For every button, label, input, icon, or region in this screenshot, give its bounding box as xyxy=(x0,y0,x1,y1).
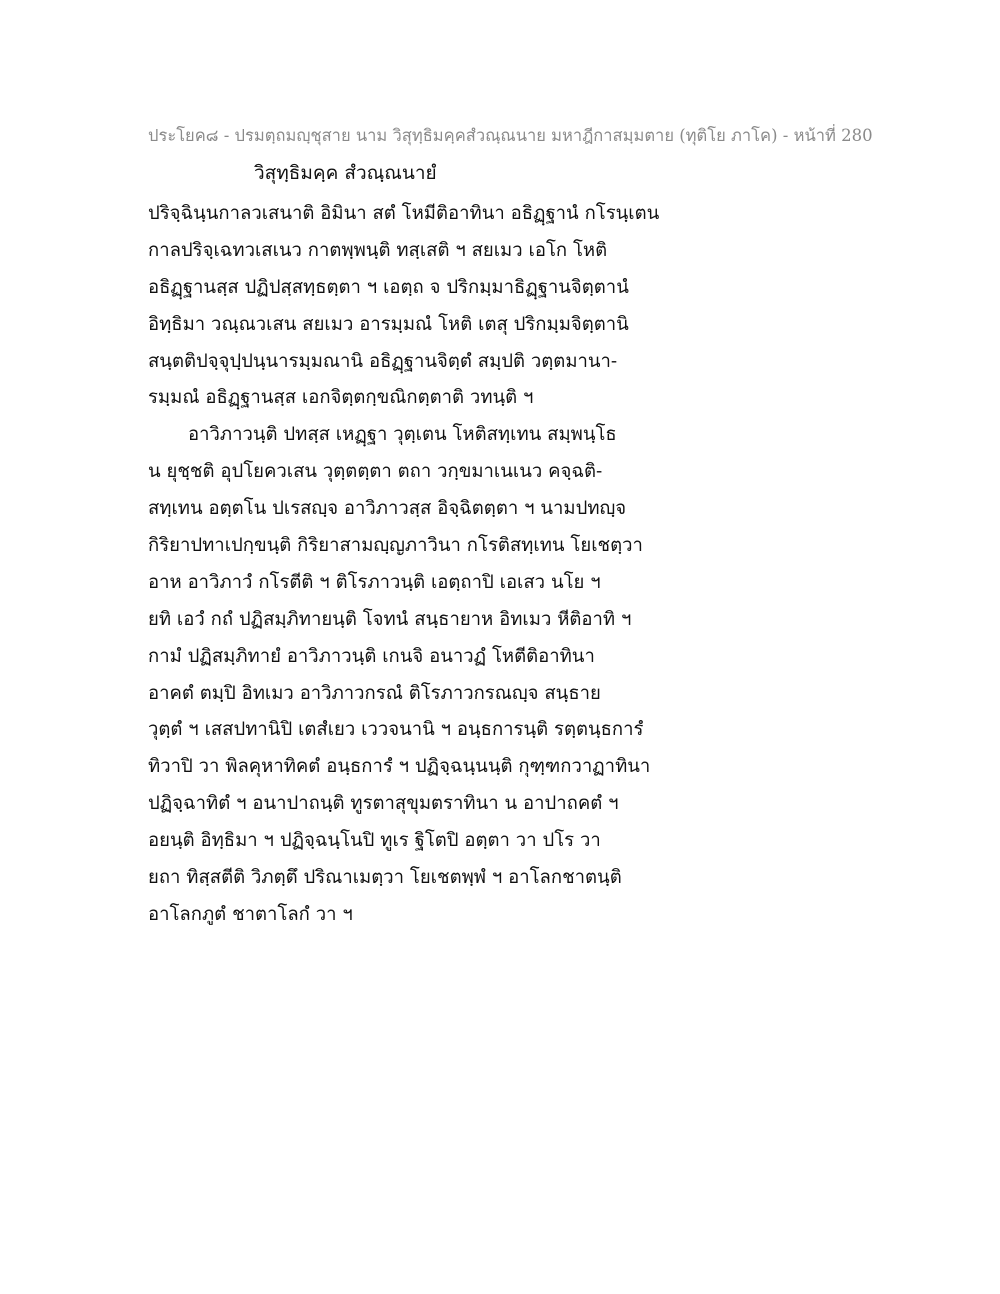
text-line: ปริจฺฉินฺนกาลวเสนาติ อิมินา สตํ โหมีติอาทินา อธิฏฺฐานํ กโรนฺเตน xyxy=(148,203,660,224)
paragraph-1 xyxy=(148,196,708,417)
text-line: น ยุชฺชติ อุปโยควเสน วุตฺตตฺตา ตถา วกฺขมาเนเนว คจฺฉติ- xyxy=(148,461,603,483)
text-line: อยนฺติ อิทฺธิมา ฯ ปฏิจฺฉนฺโนปิ ทูเร ฐิโตปิ อตฺตา วา ปโร วา xyxy=(148,830,601,852)
text-line: รมฺมณํ อธิฏฺฐานสฺส เอกจิตฺตกฺขณิกตฺตาติ วทนฺติ ฯ xyxy=(148,387,534,409)
text-line: กามํ ปฏิสมฺภิทายํ อาวิภาวนฺติ เกนจิ อนาวฏํ โหตีติอาทินา xyxy=(148,645,595,667)
text-line: อาโลกภูตํ ชาตาโลกํ วา ฯ xyxy=(148,903,353,925)
text-line: ปฏิจฺฉาทิตํ ฯ อนาปาถนฺติ ทูรตาสุขุมตราทินา น อาปาถคตํ ฯ xyxy=(148,793,619,815)
text-line: อธิฏฺฐานสฺส ปฏิปสฺสทฺธตฺตา ฯ เอตฺถ จ ปริกมฺมาธิฏฺฐานจิตฺตานํ xyxy=(148,276,629,298)
text-line: ยถา ทิสฺสตีติ วิภตฺตึ ปริณาเมตฺวา โยเชตพฺพํ ฯ อาโลกชาตนฺติ xyxy=(148,867,622,889)
text-line: วุตฺตํ ฯ เสสปทานิปิ เตสํเยว เววจนานิ ฯ อนฺธการนฺติ รตฺตนฺธการํ xyxy=(148,719,644,741)
text-line: ทิวาปิ วา พิลคุหาทิคตํ อนฺธการํ ฯ ปฏิจฺฉนฺนนฺติ กุฑฺฑกวาฏาทินา xyxy=(148,756,651,778)
paragraph-2 xyxy=(148,417,708,933)
text-line: อาห อาวิภาวํ กโรตีติ ฯ ติโรภาวนฺติ เอตฺถาปิ เอเสว นโย ฯ xyxy=(148,571,601,593)
text-line: อิทฺธิมา วณฺณวเสน สยเมว อารมฺมณํ โหติ เตสุ ปริกมฺมจิตฺตานิ xyxy=(148,313,629,335)
text-line: อาคตํ ตมฺปิ อิทเมว อาวิภาวกรณํ ติโรภาวกรณญฺจ สนฺธาย xyxy=(148,682,601,704)
body-text xyxy=(148,196,708,934)
text-line: ยทิ เอวํ กถํ ปฏิสมฺภิทายนฺติ โจทนํ สนฺธายาห อิทเมว หีติอาทิ ฯ xyxy=(148,608,632,630)
text-line: อาวิภาวนฺติ ปทสฺส เหฏฺฐา วุตฺเตน โหติสทฺเทน สมฺพนฺโธ xyxy=(188,424,617,446)
section-title: วิสุทฺธิมคฺค สํวณฺณนายํ xyxy=(254,162,437,184)
text-line: กิริยาปทาเปกฺขนฺติ กิริยาสามญฺญภาวินา กโรติสทฺเทน โยเชตฺวา xyxy=(148,535,643,557)
text-line: สนฺตติปจฺจุปฺปนฺนารมฺมณานิ อธิฏฺฐานจิตฺตํ สมฺปติ วตฺตมานา- xyxy=(148,350,618,372)
running-header: ประโยค๘ - ปรมตฺถมญฺชุสาย นาม วิสุทฺธิมคฺคสํวณฺณนาย มหาฎีกาสมฺมตาย (ทุติโย ภาโค) - หน้าที่ 280 xyxy=(148,126,873,145)
text-line: สทฺเทน อตฺตโน ปเรสญฺจ อาวิภาวสฺส อิจฺฉิตตฺตา ฯ นามปทญฺจ xyxy=(148,498,627,520)
text-line: กาลปริจฺเฉทวเสเนว กาตพฺพนฺติ ทสฺเสติ ฯ สยเมว เอโก โหติ xyxy=(148,239,608,261)
